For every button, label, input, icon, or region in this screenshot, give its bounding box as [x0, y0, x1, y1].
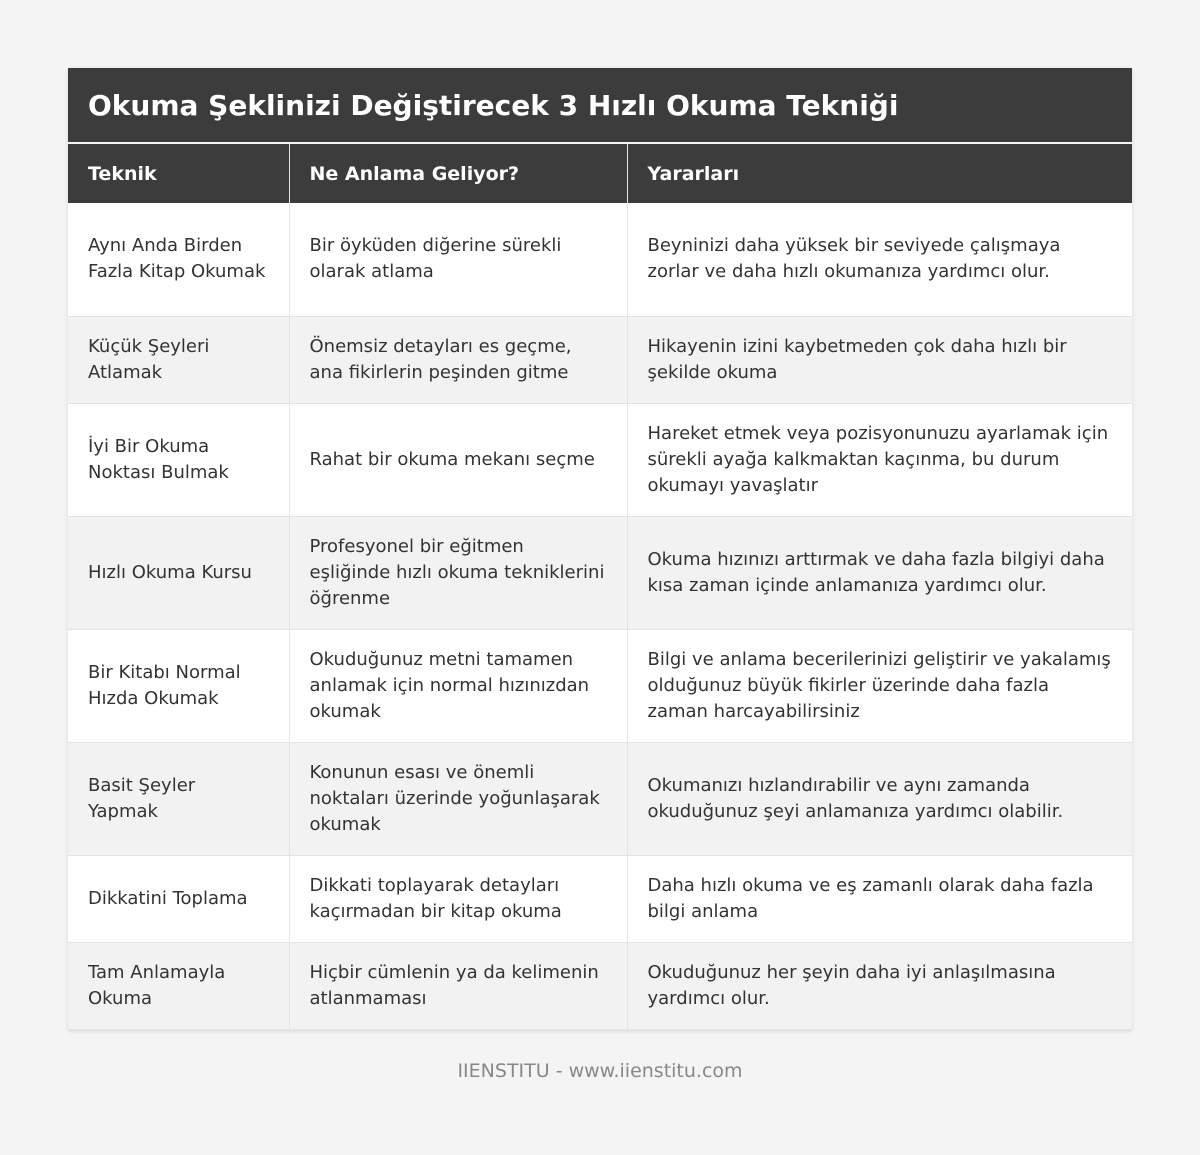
cell-meaning: Konunun esası ve önemli noktaları üzerinde yoğunlaşarak okumak [289, 742, 627, 855]
table-row [68, 203, 1132, 316]
cell-meaning: Okuduğunuz metni tamamen anlamak için normal hızınızdan okumak [289, 629, 627, 742]
table-row [68, 629, 1132, 742]
cell-technique: İyi Bir Okuma Noktası Bulmak [68, 403, 289, 516]
table-title: Okuma Şeklinizi Değiştirecek 3 Hızlı Okuma Tekniği [68, 68, 1132, 144]
cell-benefits: Bilgi ve anlama becerilerinizi geliştirir ve yakalamış olduğunuz büyük fikirler üzerinde daha fazla zaman harcayabilirsiniz [627, 629, 1132, 742]
cell-benefits: Okuduğunuz her şeyin daha iyi anlaşılmasına yardımcı olur. [627, 942, 1132, 1029]
cell-meaning: Profesyonel bir eğitmen eşliğinde hızlı okuma tekniklerini öğrenme [289, 516, 627, 629]
cell-benefits: Okuma hızınızı arttırmak ve daha fazla bilgiyi daha kısa zaman içinde anlamanıza yardımcı olur. [627, 516, 1132, 629]
cell-technique: Küçük Şeyleri Atlamak [68, 316, 289, 403]
cell-technique: Tam Anlamayla Okuma [68, 942, 289, 1029]
cell-benefits: Hikayenin izini kaybetmeden çok daha hızlı bir şekilde okuma [627, 316, 1132, 403]
column-header-benefits: Yararları [627, 144, 1132, 203]
footer-credit: IIENSTITU - www.iienstitu.com [457, 1060, 743, 1082]
cell-technique: Aynı Anda Birden Fazla Kitap Okumak [68, 203, 289, 316]
table-row [68, 742, 1132, 855]
cell-meaning: Dikkati toplayarak detayları kaçırmadan bir kitap okuma [289, 855, 627, 942]
techniques-table [68, 144, 1132, 1030]
table-row [68, 855, 1132, 942]
cell-technique: Hızlı Okuma Kursu [68, 516, 289, 629]
table-row [68, 942, 1132, 1029]
cell-meaning: Hiçbir cümlenin ya da kelimenin atlanmaması [289, 942, 627, 1029]
cell-technique: Bir Kitabı Normal Hızda Okumak [68, 629, 289, 742]
cell-benefits: Okumanızı hızlandırabilir ve aynı zamanda okuduğunuz şeyi anlamanıza yardımcı olabilir. [627, 742, 1132, 855]
cell-meaning: Önemsiz detayları es geçme, ana fikirlerin peşinden gitme [289, 316, 627, 403]
table-row [68, 403, 1132, 516]
cell-technique: Dikkatini Toplama [68, 855, 289, 942]
cell-benefits: Hareket etmek veya pozisyonunuzu ayarlamak için sürekli ayağa kalkmaktan kaçınma, bu durum okumayı yavaşlatır [627, 403, 1132, 516]
column-header-meaning: Ne Anlama Geliyor? [289, 144, 627, 203]
cell-meaning: Rahat bir okuma mekanı seçme [289, 403, 627, 516]
table-row [68, 516, 1132, 629]
cell-benefits: Beyninizi daha yüksek bir seviyede çalışmaya zorlar ve daha hızlı okumanıza yardımcı olur. [627, 203, 1132, 316]
column-header-teknik: Teknik [68, 144, 289, 203]
cell-meaning: Bir öyküden diğerine sürekli olarak atlama [289, 203, 627, 316]
cell-benefits: Daha hızlı okuma ve eş zamanlı olarak daha fazla bilgi anlama [627, 855, 1132, 942]
table-row [68, 316, 1132, 403]
header-row [68, 144, 1132, 203]
cell-technique: Basit Şeyler Yapmak [68, 742, 289, 855]
table-card [68, 68, 1132, 1030]
